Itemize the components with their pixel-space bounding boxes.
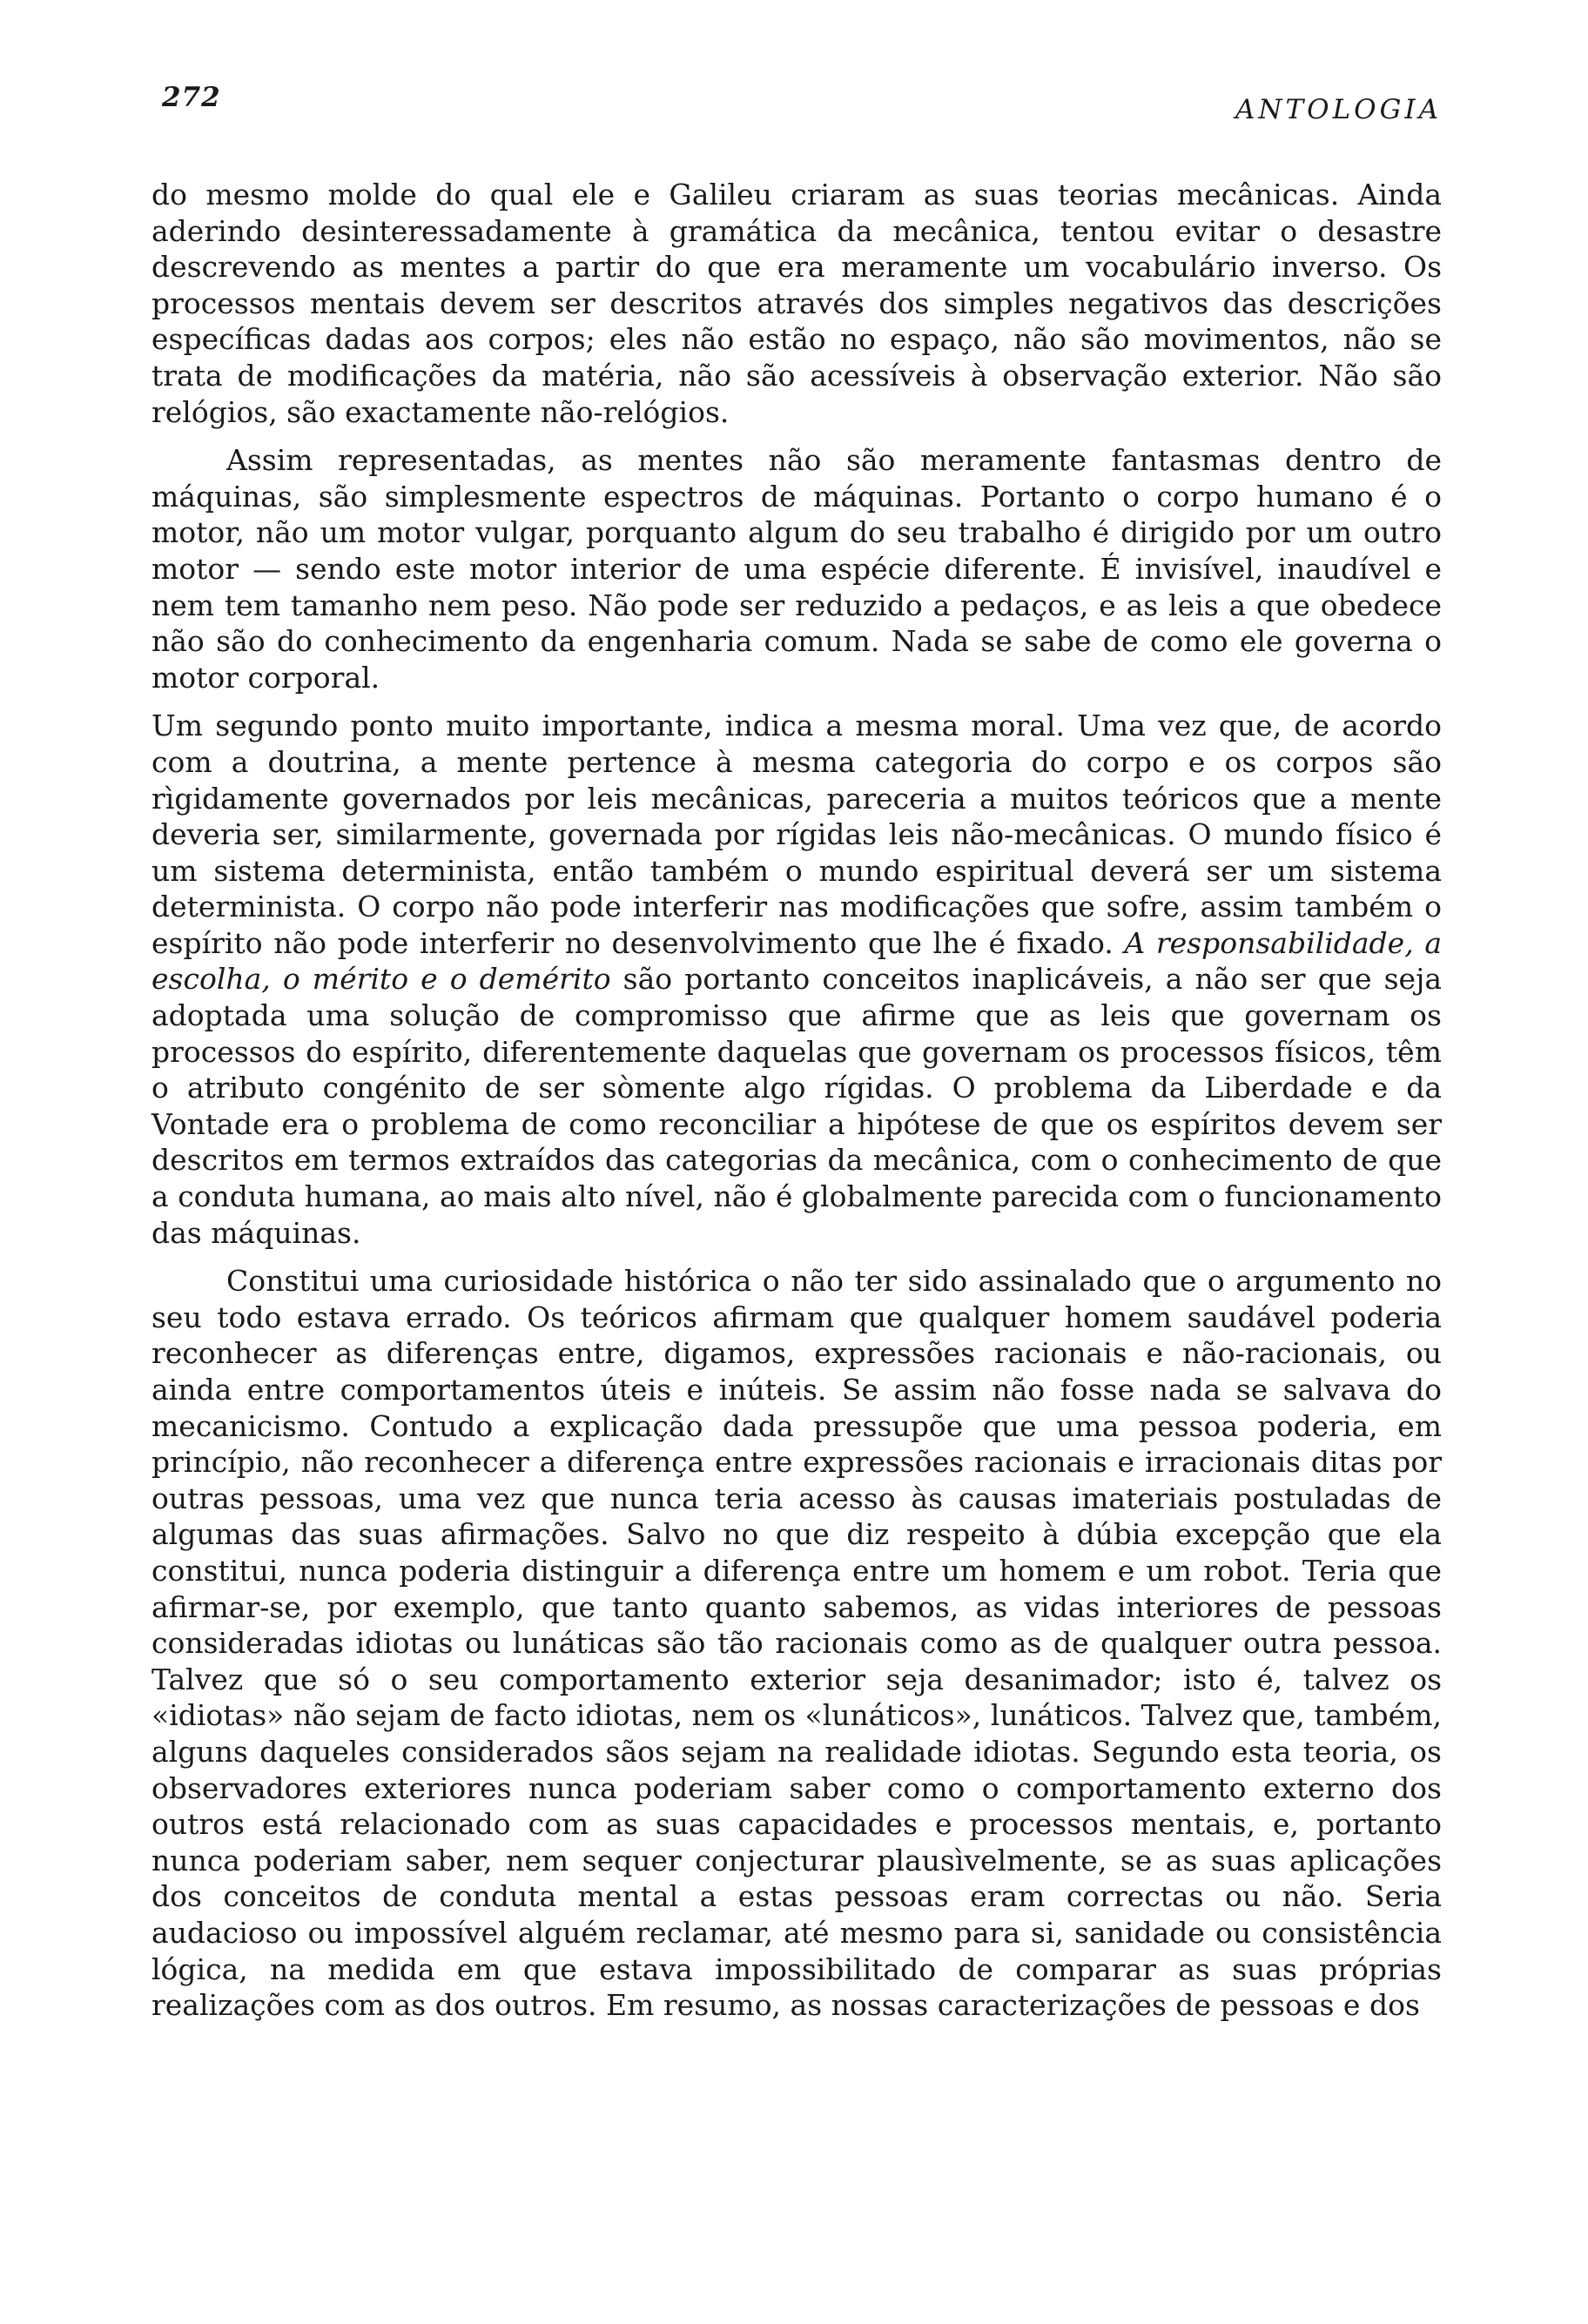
paragraph-3-italic-phrase: A responsabilidade, a escolha, o mérito e o demérito [151, 925, 1442, 997]
paragraph-2: Assim representadas, as mentes não são meramente fantasmas dentro de máquinas, são simplesmente espectros de máquinas. Portanto o corpo humano é o motor, não um motor vulgar, porquanto algum do seu trabalho é dirigido por um outro motor — sendo este motor interior de uma espécie diferente. É invisível, inaudível e nem tem tamanho nem peso. Não pode ser reduzido a pedaços, e as leis a que obedece não são do conhecimento da engenharia comum. Nada se sabe de como ele governa o motor corporal. [151, 443, 1442, 695]
page-number: 272 [162, 82, 221, 113]
body-text [151, 177, 1442, 2024]
paragraph-4: Constitui uma curiosidade histórica o não ter sido assinalado que o argumento no seu todo estava errado. Os teóricos afirmam que qualquer homem saudável poderia reconhecer as diferenças entre, digamos, expressões racionais e não-racionais, ou ainda entre comportamentos úteis e inúteis. Se assim não fosse nada se salvava do mecanicismo. Contudo a explicação dada pressupõe que uma pessoa poderia, em princípio, não reconhecer a diferença entre expressões racionais e irracionais ditas por outras pessoas, uma vez que nunca teria acesso às causas imateriais postuladas de algumas das suas afirmações. Salvo no que diz respeito à dúbia excepção que ela constitui, nunca poderia distinguir a diferença entre um homem e um robot. Teria que afirmar-se, por exemplo, que tanto quanto sabemos, as vidas interiores de pessoas consideradas idiotas ou lunáticas são tão racionais como as de qualquer outra pessoa. Talvez que só o seu comportamento exterior seja desanimador; isto é, talvez os «idiotas» não sejam de facto idiotas, nem os «lunáticos», lunáticos. Talvez que, também, alguns daqueles considerados sãos sejam na realidade idiotas. Segundo esta teoria, os observadores exteriores nunca poderiam saber como o comportamento externo dos outros está relacionado com as suas capacidades e processos mentais, e, portanto nunca poderiam saber, nem sequer conjecturar plausìvelmente, se as suas aplicações dos conceitos de conduta mental a estas pessoas eram correctas ou não. Seria audacioso ou impossível alguém reclamar, até mesmo para si, sanidade ou consistência lógica, na medida em que estava impossibilitado de comparar as suas próprias realizações com as dos outros. Em resumo, as nossas caracterizações de pessoas e dos [151, 1264, 1442, 2023]
paragraph-3-text-start: Um segundo ponto muito importante, indica a mesma moral. Uma vez que, de acordo com a doutrina, a mente pertence à mesma categoria do corpo e os corpos são rìgidamente governados por leis mecânicas, pareceria a muitos teóricos que a mente deveria ser, similarmente, governada por rígidas leis não-mecânicas. O mundo físico é um sistema determinista, então também o mundo espiritual deverá ser um sistema determinista. O corpo não pode interferir nas modificações que sofre, assim também o espírito não pode interferir no desenvolvimento que lhe é fixado. [151, 709, 1442, 960]
running-header-title: ANTOLOGIA [1235, 94, 1442, 125]
paragraph-3 [151, 708, 1442, 1251]
paragraph-3-text-end: são portanto conceitos inaplicáveis, a não ser que seja adoptada uma solução de compromisso que afirme que as leis que governam os processos do espírito, diferentemente daquelas que governam os processos físicos, têm o atributo congénito de ser sòmente algo rígidas. O problema da Liberdade e da Vontade era o problema de como reconciliar a hipótese de que os espíritos devem ser descritos em termos extraídos das categorias da mecânica, com o conhecimento de que a conduta humana, ao mais alto nível, não é globalmente parecida com o funcionamento das máquinas. [151, 962, 1442, 1250]
paragraph-1: do mesmo molde do qual ele e Galileu criaram as suas teorias mecânicas. Ainda aderindo desinteressadamente à gramática da mecânica, tentou evitar o desastre descrevendo as mentes a partir do que era meramente um vocabulário inverso. Os processos mentais devem ser descritos através dos simples negativos das descrições específicas dadas aos corpos; eles não estão no espaço, não são movimentos, não se trata de modificações da matéria, não são acessíveis à observação exterior. Não são relógios, são exactamente não-relógios. [151, 178, 1442, 429]
